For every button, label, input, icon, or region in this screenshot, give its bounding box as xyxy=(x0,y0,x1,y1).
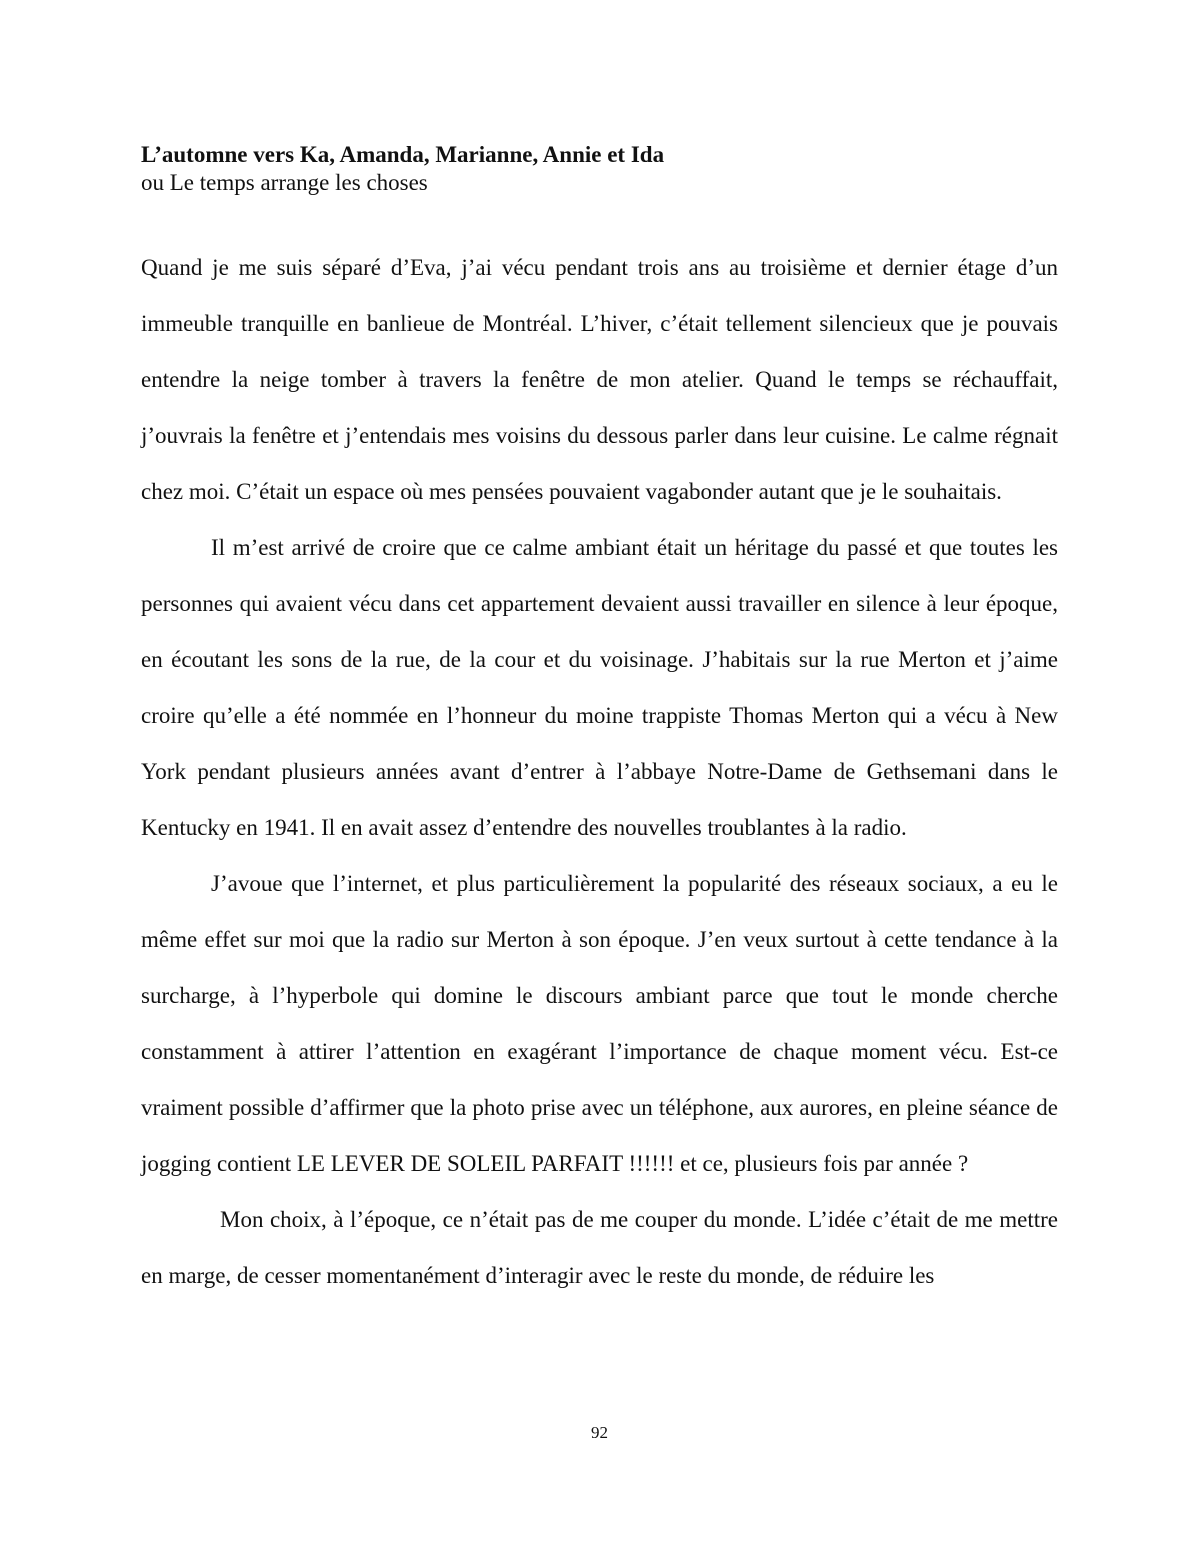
paragraph-2: Il m’est arrivé de croire que ce calme ambiant était un héritage du passé et que toutes les personnes qui avaient vécu dans cet appartement devaient aussi travailler en silence à leur époque, en écoutant les sons de la rue, de la cour et du voisinage. J’habitais sur la rue Merton et j’aime croire qu’elle a été nommée en l’honneur du moine trappiste Thomas Merton qui a vécu à New York pendant plusieurs années avant d’entrer à l’abbaye Notre-Dame de Gethsemani dans le Kentucky en 1941. Il en avait assez d’entendre des nouvelles troublantes à la radio. xyxy=(141,535,1058,840)
paragraph-4: Mon choix, à l’époque, ce n’était pas de me couper du monde. L’idée c’était de me mettre en marge, de cesser momentanément d’interagir avec le reste du monde, de réduire les xyxy=(141,1207,1058,1288)
paragraph-1: Quand je me suis séparé d’Eva, j’ai vécu pendant trois ans au troisième et dernier étage d’un immeuble tranquille en banlieue de Montréal. L’hiver, c’était tellement silencieux que je pouvais entendre la neige tomber à travers la fenêtre de mon atelier. Quand le temps se réchauffait, j’ouvrais la fenêtre et j’entendais mes voisins du dessous parler dans leur cuisine. Le calme régnait chez moi. C’était un espace où mes pensées pouvaient vagabonder autant que je le souhaitais. xyxy=(141,255,1058,504)
body-text xyxy=(141,240,1058,1304)
chapter-title: L’automne vers Ka, Amanda, Marianne, Annie et Ida xyxy=(141,142,665,167)
chapter-subtitle: ou Le temps arrange les choses xyxy=(141,170,428,195)
paragraph-3: J’avoue que l’internet, et plus particulièrement la popularité des réseaux sociaux, a eu le même effet sur moi que la radio sur Merton à son époque. J’en veux surtout à cette tendance à la surcharge, à l’hyperbole qui domine le discours ambiant parce que tout le monde cherche constamment à attirer l’attention en exagérant l’importance de chaque moment vécu. Est-ce vraiment possible d’affirmer que la photo prise avec un téléphone, aux aurores, en pleine séance de jogging contient LE LEVER DE SOLEIL PARFAIT !!!!!! et ce, plusieurs fois par année ? xyxy=(141,871,1058,1176)
page-number: 92 xyxy=(591,1423,608,1442)
document-page xyxy=(141,0,1058,1553)
